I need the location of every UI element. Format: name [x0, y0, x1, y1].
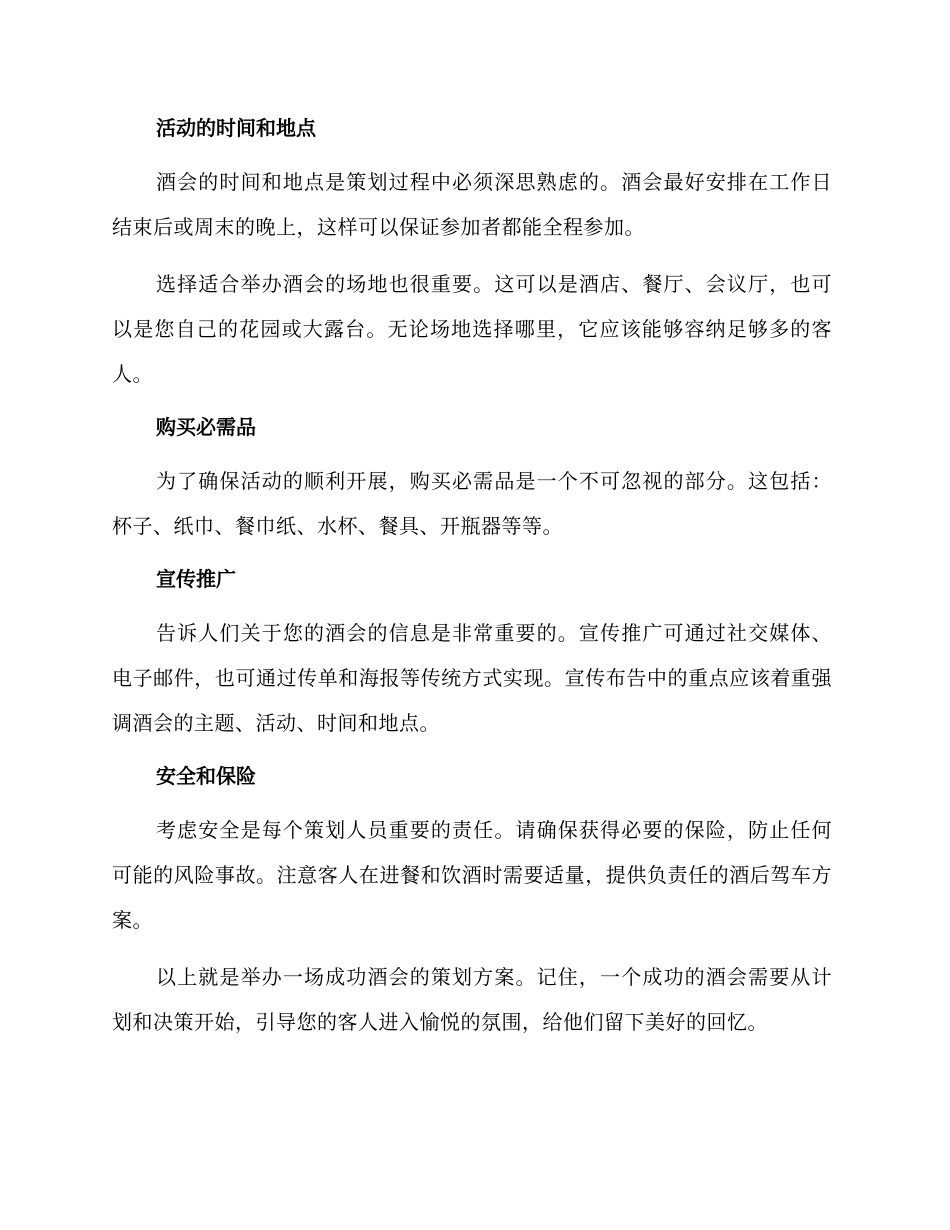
paragraph: 以上就是举办一场成功酒会的策划方案。记住，一个成功的酒会需要从计划和决策开始，引导您的客人进入愉悦的氛围，给他们留下美好的回忆。	[112, 965, 832, 1034]
paragraph: 为了确保活动的顺利开展，购买必需品是一个不可忽视的部分。这包括：杯子、纸巾、餐巾纸、水杯、餐具、开瓶器等等。	[112, 469, 832, 538]
document-body	[112, 110, 832, 1045]
section-safety	[112, 758, 832, 1045]
section-supplies	[112, 409, 832, 549]
paragraph: 酒会的时间和地点是策划过程中必须深思熟虑的。酒会最好安排在工作日结束后或周末的晚上，这样可以保证参加者都能全程参加。	[112, 170, 832, 239]
section-heading: 宣传推广	[156, 567, 236, 591]
paragraph: 告诉人们关于您的酒会的信息是非常重要的。宣传推广可通过社交媒体、电子邮件，也可通过传单和海报等传统方式实现。宣传布告中的重点应该着重强调酒会的主题、活动、时间和地点。	[112, 621, 832, 735]
section-heading: 安全和保险	[156, 764, 256, 788]
paragraph: 选择适合举办酒会的场地也很重要。这可以是酒店、餐厅、会议厅，也可以是您自己的花园或大露台。无论场地选择哪里，它应该能够容纳足够多的客人。	[112, 272, 832, 386]
section-heading: 购买必需品	[156, 415, 256, 439]
section-time-and-place	[112, 110, 832, 397]
section-promotion	[112, 561, 832, 746]
section-heading: 活动的时间和地点	[156, 116, 316, 140]
paragraph: 考虑安全是每个策划人员重要的责任。请确保获得必要的保险，防止任何可能的风险事故。注意客人在进餐和饮酒时需要适量，提供负责任的酒后驾车方案。	[112, 818, 832, 932]
